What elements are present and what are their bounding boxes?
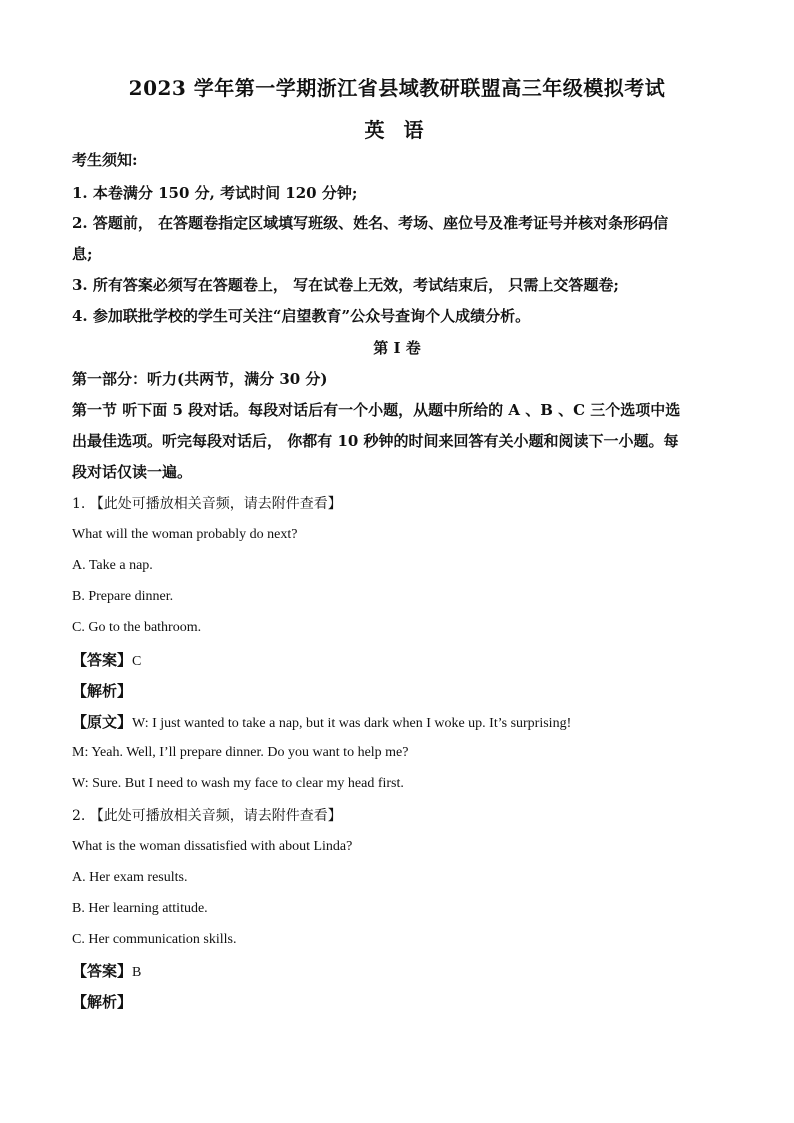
volume-heading: 第 I 卷 [373, 339, 421, 357]
q2-option-c: C. Her communication skills. [72, 932, 237, 947]
section1-line-2: 出最佳选项。听完每段对话后， 你都有 10 秒钟的时间来回答有关小题和阅读下一小题。每 [72, 432, 679, 450]
q1-option-a: A. Take a nap. [72, 558, 153, 573]
q2-option-a: A. Her exam results. [72, 870, 188, 885]
q1-audio-link[interactable]: 1. 【此处可播放相关音频，请去附件查看】 [72, 496, 342, 512]
q1-option-c: C. Go to the bathroom. [72, 620, 202, 635]
q1-option-b: B. Prepare dinner. [72, 589, 174, 604]
part1-heading: 第一部分：听力(共两节，满分 30 分) [72, 370, 328, 388]
answer-label: 【答案】 [72, 962, 133, 980]
q1-transcript-line-2: M: Yeah. Well, I’ll prepare dinner. Do you want to help me? [72, 745, 409, 760]
notice-item-1: 1. 本卷满分 150 分, 考试时间 120 分钟; [72, 184, 358, 202]
q2-option-b: B. Her learning attitude. [72, 901, 208, 916]
section1-line-1: 第一节 听下面 5 段对话。每段对话后有一个小题，从题中所给的 A 、B 、C 三个选项中选 [72, 401, 681, 419]
q1-transcript-line-3: W: Sure. But I need to wash my face to clear my head first. [72, 776, 404, 791]
exam-title: 2023 学年第一学期浙江省县域教研联盟高三年级模拟考试 [128, 76, 666, 100]
q1-analysis-label: 【解析】 [72, 682, 133, 700]
notice-heading: 考生须知: [72, 151, 138, 169]
q2-analysis-label: 【解析】 [72, 993, 133, 1011]
q1-answer [72, 650, 732, 672]
subject-title: 英 语 [364, 118, 430, 142]
transcript-text: W: I just wanted to take a nap, but it was dark when I woke up. It’s surprising! [132, 716, 572, 731]
q2-question: What is the woman dissatisfied with about Linda? [72, 839, 353, 854]
q1-question: What will the woman probably do next? [72, 527, 298, 542]
q2-audio-link[interactable]: 2. 【此处可播放相关音频，请去附件查看】 [72, 808, 342, 824]
notice-item-2-cont: 息; [72, 245, 93, 263]
notice-item-2: 2. 答题前， 在答题卷指定区域填写班级、姓名、考场、座位号及准考证号并核对条形码信 [72, 214, 669, 232]
notice-item-3: 3. 所有答案必须写在答题卷上， 写在试卷上无效，考试结束后， 只需上交答题卷; [72, 276, 619, 294]
section1-line-3: 段对话仅读一遍。 [72, 463, 193, 481]
answer-value: C [132, 654, 142, 669]
notice-item-4: 4. 参加联批学校的学生可关注“启望教育”公众号查询个人成绩分析。 [72, 307, 531, 325]
q2-answer [72, 961, 732, 983]
q1-transcript-line-1 [72, 712, 732, 734]
answer-label: 【答案】 [72, 651, 133, 669]
transcript-label: 【原文】 [72, 713, 133, 731]
answer-value: B [132, 965, 142, 980]
